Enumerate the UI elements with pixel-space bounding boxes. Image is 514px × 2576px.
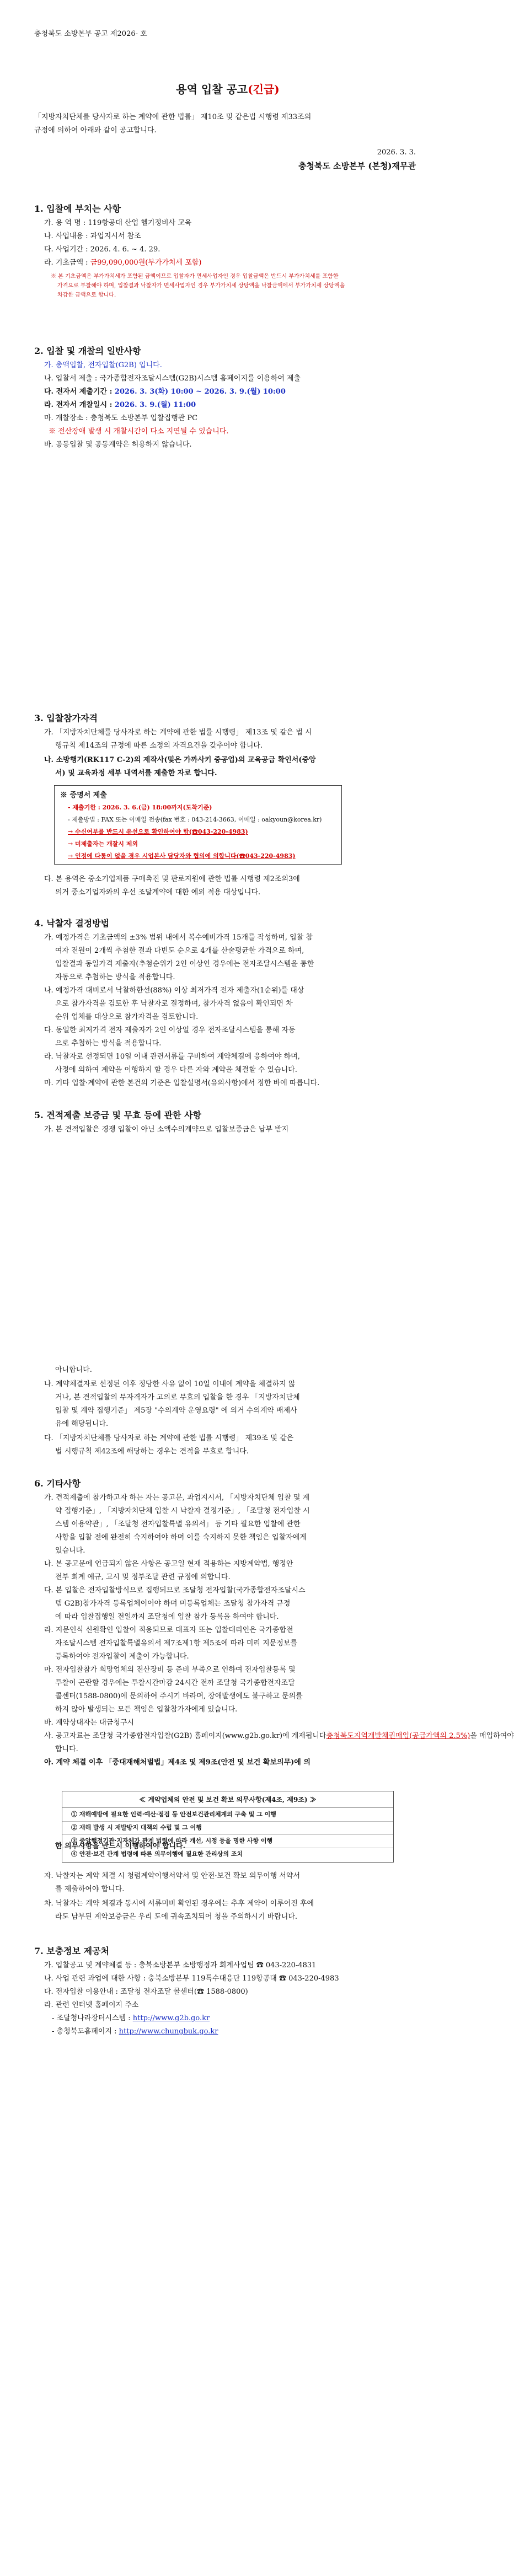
title-urgent: (긴급) xyxy=(248,83,280,96)
duty-row-divider xyxy=(62,1834,393,1835)
s6-line: 마. 전자입찰참가 희망업체의 전산장비 등 준비 부족으로 인하여 전자입찰등록 및 xyxy=(44,1666,296,1674)
s6-line: 나. 본 공고문에 언급되지 않은 사항은 공고일 현재 적용하는 지방계약법, 행정안 xyxy=(44,1560,293,1568)
signer: 충청북도 소방본부 (본청)재무관 xyxy=(298,161,416,171)
s4-line: 마. 기타 입찰·계약에 관한 본건의 기준은 입찰설명서(유의사항)에서 정한 바에 따릅니다. xyxy=(44,1079,320,1087)
s2-item-d-label: 라. 전자서 개찰일시 : xyxy=(44,401,115,409)
duty-item-4: ④ 안전·보건 관계 법령에 따른 의무이행에 필요한 관리상의 조치 xyxy=(71,1850,243,1858)
box-heading: ※ 증명서 제출 xyxy=(60,791,107,799)
box-line-confirm: → 수신여부를 반드시 유선으로 확인하여야 함(☎043-220-4983) xyxy=(68,828,248,835)
s6-line: 콜센터(1588-0800)에 문의하여 주시기 바라며, 장애발생예도 불구하고 문의를 xyxy=(55,1692,303,1700)
s3-item-a-2: 행규칙 제14조의 규정에 따른 소정의 자격요건을 갖추어야 합니다. xyxy=(55,742,263,750)
safety-duty-box xyxy=(62,1791,394,1863)
s6-line: 스템 이용약관」, 「조달청 전자입찰특별 유의서」 등 기타 필요한 입찰에 관한 xyxy=(55,1520,301,1528)
chungbuk-link[interactable]: http://www.chungbuk.go.kr xyxy=(119,2027,218,2036)
s1-note-3: 차감한 금액으로 합니다. xyxy=(57,292,116,298)
s5-item-a-cont: 아니합니다. xyxy=(55,1366,92,1374)
s2-item-e-note: ※ 전산장애 발생 시 개찰시간이 다소 지연될 수 있습니다. xyxy=(49,427,229,436)
s4-line: 으로 참가자격을 검토한 후 낙찰자로 결정하며, 참가자격 없음이 확인되면 차 xyxy=(55,1000,293,1008)
certificate-submission-box xyxy=(54,785,342,865)
s6-item-cha-1: 차. 낙찰자는 계약 체결과 동시에 서류미비 확인된 경우에는 추후 제약이 이루어진 후에 xyxy=(44,1899,314,1908)
s6-pay-tail: 을 매입하여야 xyxy=(470,1732,514,1740)
opening-datetime: 2026. 3. 9.(월) 11:00 xyxy=(114,401,196,409)
s1-item-b: 나. 사업내용 : 과업지시서 참조 xyxy=(44,232,141,240)
s4-line: 가. 예정가격은 기초금액의 ±3% 범위 내에서 복수예비가격 15개를 작성하며, 입찰 참 xyxy=(44,933,313,942)
s6-line: 사항을 입찰 전에 완전히 숙지하여야 하며 이를 숙지하지 못한 책임은 입찰자에게 xyxy=(55,1533,307,1542)
s6-item-ja-2: 를 제출하여야 합니다. xyxy=(55,1885,125,1893)
duty-item-2: ② 재해 발생 시 재발방지 대책의 수립 및 그 이행 xyxy=(71,1824,202,1831)
s4-line: 나. 예정가격 대비로서 낙찰하한선(88%) 이상 최저가격 전자 제출자(1순위)를 대상 xyxy=(44,986,304,995)
s6-line: 전부 회계 예규, 고시 및 정부조달 관련 규정에 의합니다. xyxy=(55,1573,231,1581)
section-1-title: 1. 입찰에 부치는 사항 xyxy=(34,203,121,214)
s6-line: 가. 견적제출에 참가하고자 하는 자는 공고문, 과업지시서, 「지방자치단체 입찰 및 계 xyxy=(44,1494,310,1502)
s6-line: 자조달시스템 전자입찰특별유의서 제7조제1항 제5조에 따라 미리 지문정보를 xyxy=(55,1639,297,1647)
section-6-title: 6. 기타사항 xyxy=(34,1478,81,1489)
bond-purchase-note: 충청북도지역개발채권매입(공급가액의 2.5%) xyxy=(326,1732,470,1740)
s6-item-cha-2: 라도 남부된 계약보증금은 우리 도에 귀속조치되어 청을 주의하시기 바랍니다. xyxy=(55,1913,298,1921)
box-line-deadline: - 제출기한 : 2026. 3. 6.(금) 18:00까지(도착기준) xyxy=(68,804,212,811)
s4-line: 자동으로 추첨하는 방식을 적용합니다. xyxy=(55,973,175,981)
s3-item-c-1: 다. 본 용역은 중소기업제품 구매촉진 및 판로지원에 관한 법률 시행령 제2조의3에 xyxy=(44,875,300,883)
homepage-g2b xyxy=(52,2012,210,2025)
homepage-g2b-label: - 조달청나라장터시스템 : xyxy=(52,2014,133,2022)
s4-list xyxy=(44,932,419,1091)
s5-item-b-3: 입찰 및 계약 집행기준」 제5장 "수의계약 운영요령" 에 의거 수의계약 배제사 xyxy=(55,1407,297,1415)
s5-item-b-2: 거나, 본 견적입찰의 무자격자가 고의로 무효의 입찰을 한 경우 「지방자치단체 xyxy=(55,1393,300,1402)
section-2-title: 2. 입찰 및 개찰의 일반사항 xyxy=(34,346,141,356)
contact-project: 나. 사업 관련 과업에 대한 사항 : 충북소방본부 119특수대응단 119항공대 ☎ 043-220-4983 xyxy=(44,1974,339,1983)
duty-box-title: ≪ 계약업체의 안전 및 보건 확보 의무사항(제4조, 제9조) ≫ xyxy=(139,1796,317,1804)
s2-item-d xyxy=(44,399,196,411)
intro-line-2: 규정에 의하여 아래와 같이 공고합니다. xyxy=(34,126,157,135)
s2-item-b: 나. 입찰서 제출 : 국가종합전자조달시스템(G2B)시스템 홈페이지를 이용하여 제출 xyxy=(44,374,301,383)
s2-item-c-label: 다. 전자서 제출기간 : xyxy=(44,388,115,396)
s6-line: 투찰이 곤란할 경우에는 투찰시간마감 24시간 전까 조달청 국가종합전자조달 xyxy=(55,1679,295,1687)
g2b-link[interactable]: http://www.g2b.go.kr xyxy=(132,2014,210,2022)
s6-line: 에 따라 입찰집행일 전일까지 조달청에 입찰 참가 등록을 하여야 합니다. xyxy=(55,1613,279,1621)
page-title xyxy=(0,80,456,96)
s5-item-a: 가. 본 견적입찰은 경쟁 입찰이 아닌 소액수의계약으로 입찰보증금은 납부 받지 xyxy=(44,1125,289,1134)
s4-line: 입찰결과 동일가격 제출자(추첨순위가 2인 이상인 경우에는 전자조달시스템을 통한 xyxy=(55,960,314,968)
section-4-title: 4. 낙찰자 결정방법 xyxy=(34,918,110,929)
title-main: 용역 입찰 공고 xyxy=(176,83,248,96)
contact-callcenter: 다. 전자입찰 이용안내 : 조달청 전자조달 콜센터(☎ 1588-0800) xyxy=(44,1988,248,1996)
s6-line: 다. 본 입찰은 전자입찰방식으로 집행되므로 조달청 전자입찰(국가종합전자조달시스 xyxy=(44,1586,306,1595)
homepage-chungbuk xyxy=(52,2026,218,2038)
intro-line-1: 「지방자치단체를 당사자로 하는 계약에 관한 법률」 제10조 및 같은법 시행령 제33조의 xyxy=(34,113,312,121)
s2-item-c xyxy=(44,386,286,398)
s3-item-b-2: 서) 및 교육과정 세부 내역서를 제출한 자로 합니다. xyxy=(55,769,217,777)
s4-line: 다. 동일한 최저가격 전자 제출자가 2인 이상일 경우 전자조달시스템을 통해 자동 xyxy=(44,1026,296,1034)
s1-item-a: 가. 용 역 명 : 119항공대 산업 헬기정비사 교육 xyxy=(44,219,192,227)
s6-line: 있습니다. xyxy=(55,1547,85,1555)
s1-note-2: 가격으로 투찰해야 하며, 입찰결과 낙찰자가 면세사업자인 경우 부가가치세 상당액을 낙찰금액에서 부가가치세 상당액을 xyxy=(57,283,345,289)
notice-number: 충청북도 소방본부 공고 제2026- 호 xyxy=(34,30,147,38)
s2-item-f: 바. 공동입찰 및 공동계약은 허용하지 않습니다. xyxy=(44,441,192,449)
s3-item-a-1: 가. 「지방자치단체를 당사자로 하는 계약에 관한 법률 시행령」 제13조 및 같은 법 시 xyxy=(44,728,312,737)
s4-line: 으로 추첨하는 방식을 적용합니다. xyxy=(55,1039,162,1048)
s6-line: 한 의무사항을 반드시 이행하여야 합니다. xyxy=(55,1842,186,1850)
s2-item-a: 가. 총액입찰, 전자입찰(G2B) 입니다. xyxy=(44,361,162,369)
s4-line: 라. 낙찰자로 선정되면 10일 이내 관련서류를 구비하여 계약체결에 응하여야 하며, xyxy=(44,1053,300,1061)
s5-item-c-1: 다. 「지방자치단체를 당사자로 하는 계약에 관한 법률 시행령」 제39조 및 같은 xyxy=(44,1434,294,1442)
duty-item-3: ③ 중앙행정기관·지자체가 관계 법령에 따라 개선, 시정 등을 명한 사항 이행 xyxy=(71,1837,273,1844)
box-line-dispute: → 인정에 다툼이 없을 경우 시업본사 담당자와 협의에 의합니다(☎043-220-4983) xyxy=(68,852,296,860)
s1-item-d xyxy=(44,257,201,269)
section-3-title: 3. 입찰참가자격 xyxy=(34,713,98,723)
s5-item-b-4: 유에 해당됩니다. xyxy=(55,1420,109,1428)
duty-row-divider xyxy=(62,1821,393,1822)
notice-date: 2026. 3. 3. xyxy=(377,148,416,157)
s4-line: 사정에 의하여 계약을 이행하지 할 경우 다른 자와 계약을 체결할 수 있습니다. xyxy=(55,1066,297,1074)
s6-line: 약 집행기준」, 「지방자치단체 입찰 시 낙찰자 결정기준」, 「조달청 전자입찰 시 xyxy=(55,1507,310,1515)
s5-item-b-1: 나. 계약체결자로 선정된 이후 정당한 사유 없이 10일 이내에 계약을 체결하지 않 xyxy=(44,1380,296,1388)
s6-line: 아. 계약 체결 이후 「중대재해처벌법」제4조 및 제9조(안전 및 보건 확보의무)에 의 xyxy=(44,1758,310,1767)
s3-item-c-2: 의거 중소기업자와의 우선 조달계약에 대한 예외 적용 대상입니다. xyxy=(55,888,261,897)
homepage-chungbuk-label: - 충청북도홈페이지 : xyxy=(52,2027,119,2036)
s1-item-c: 다. 사업기간 : 2026. 4. 6. ~ 4. 29. xyxy=(44,245,160,254)
base-amount: 금99,090,000원(부가가치세 포함) xyxy=(90,259,202,267)
s1-item-d-label: 라. 기초금액 : xyxy=(44,259,90,267)
s2-item-e: 마. 개찰장소 : 충청북도 소방본부 입찰집행관 PC xyxy=(44,414,198,422)
s6-line: 등록하여야 전자입찰이 제출이 가능합니다. xyxy=(55,1652,189,1661)
section-5-title: 5. 견적제출 보증금 및 무효 등에 관한 사항 xyxy=(34,1110,201,1120)
contact-contract: 가. 입찰공고 및 계약체결 등 : 충북소방본부 소방행정과 회계사업팀 ☎ 043-220-4831 xyxy=(44,1961,317,1969)
s3-item-b-1: 나. 소방행기(RK117 C-2)의 제작사(및은 가까사키 중공업)의 교육공급 확인서(중앙 xyxy=(44,756,316,764)
s6-pay-end: 합니다. xyxy=(55,1745,78,1753)
submission-period: 2026. 3. 3(화) 10:00 ~ 2026. 3. 9.(월) 10:00 xyxy=(114,388,286,396)
s4-line: 여자 전원이 2개씩 추첨한 결과 다빈도 순으로 4개를 산술평균한 가격으로 하며, xyxy=(55,947,304,955)
s6-line: 하지 않아 발생되는 모든 책임은 입찰참가자에게 있습니다. xyxy=(55,1705,238,1714)
s6-pay-label: 사. 공고자료는 조달청 국가종합전자입찰(G2B) 홈페이지(www.g2b.go.kr)에 게재됩니다 xyxy=(44,1732,326,1740)
s6-item-ja-1: 자. 낙찰자는 계약 체결 시 청렴계약이행서약서 및 안전·보건 확보 의무이행 서약서 xyxy=(44,1872,301,1880)
s6-line: 라. 지문인식 신원확인 입찰이 적용되므로 대표자 또는 입찰대리인은 국가종합전 xyxy=(44,1626,293,1634)
s6-line: 바. 계약상대자는 대금청구시 xyxy=(44,1719,135,1727)
s6-line xyxy=(44,1730,514,1743)
homepage-heading: 라. 관련 인터넷 홈페이지 주소 xyxy=(44,2001,139,2009)
section-7-title: 7. 보충정보 제공처 xyxy=(34,1946,110,1956)
s1-note-1: ※ 본 기초금액은 부가가치세가 포함된 금액이므로 입찰자가 면세사업자인 경우 입찰금액은 반드시 부가가치세를 포함한 xyxy=(51,273,339,280)
box-line-exclusion: → 미제출자는 개찰시 제외 xyxy=(68,840,138,847)
box-line-method: - 제출방법 : FAX 또는 이메일 전송(fax 번호 : 043-214-3663, 이메일 : oakyoun@korea.kr) xyxy=(68,816,322,823)
duty-item-1: ① 재해예방에 필요한 인력·예산·점검 등 안전보건관리체계의 구축 및 그 이행 xyxy=(71,1811,276,1818)
s5-item-c-2: 법 시행규칙 제42조에 해당하는 경우는 견적을 무효로 합니다. xyxy=(55,1447,249,1456)
s4-line: 순위 업체를 대상으로 참가자격을 검토합니다. xyxy=(55,1013,199,1021)
s6-line: 템 G2B)참가자격 등록업체이어야 하며 미등록업체는 조달청 참가자격 규정 xyxy=(55,1600,291,1608)
